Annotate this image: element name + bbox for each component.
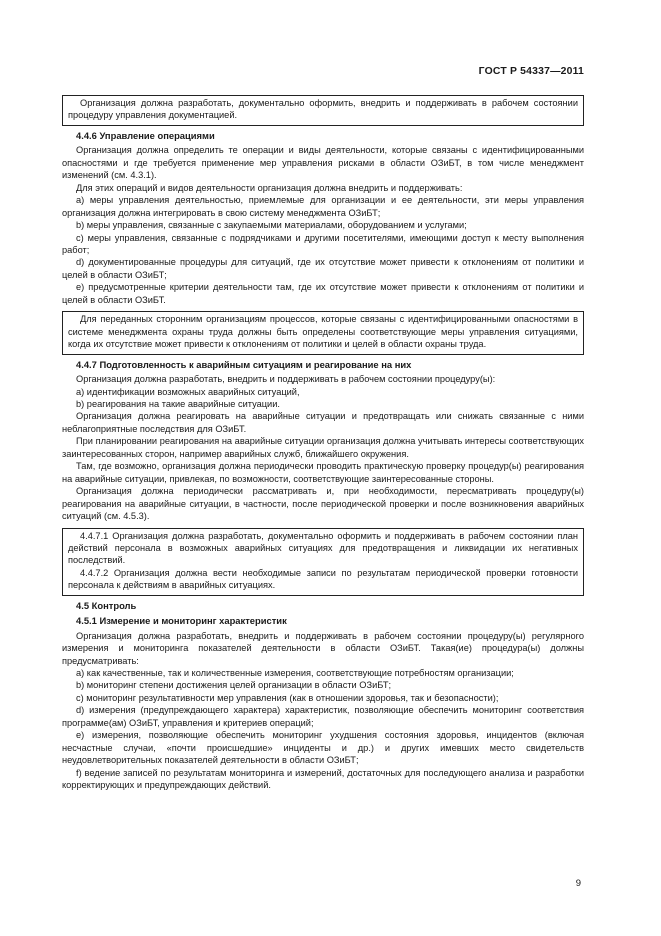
section-heading-4-4-7: 4.4.7 Подготовленность к аварийным ситуациям и реагирование на них xyxy=(76,358,412,370)
list-item: b) меры управления, связанные с закупаемыми материалами, оборудованием и услугами; xyxy=(76,220,467,231)
list-item: a) меры управления деятельностью, приемлемые для организации и ее деятельности, эти меры управления организация должна интегрировать в свою систему менеджмента ОЗиБТ; xyxy=(62,195,584,218)
paragraph: Организация должна разработать, внедрить и поддерживать в рабочем состоянии процедуру(ы) регулярного измерения и мониторинга показателей деятельности в области ОЗиБТ. Такая(ие) процедура(ы) должны предусматривать: xyxy=(62,630,584,666)
paragraph: 4.4.7.2 Организация должна вести необходимые записи по результатам периодической проверки готовности персонала к действиям в аварийных ситуациях. xyxy=(68,567,578,591)
list-item: b) мониторинг степени достижения целей организации в области ОЗиБТ; xyxy=(76,680,392,691)
requirement-box-emergency-plan xyxy=(62,528,584,596)
section-heading-4-5: 4.5 Контроль xyxy=(76,599,137,611)
paragraph: Организация должна разработать, документально оформить, внедрить и поддерживать в рабочем состоянии процедуру управления документацией. xyxy=(68,98,578,121)
list-item: e) предусмотренные критерии деятельности там, где их отсутствие может привести к отклонениям от политики и целей в области ОЗиБТ. xyxy=(62,282,584,305)
list-item: b) реагирования на такие аварийные ситуации. xyxy=(76,398,280,409)
page-number: 9 xyxy=(575,878,581,889)
paragraph: Организация должна периодически рассматривать и, при необходимости, пересматривать процедуру(ы) реагирования на аварийные ситуации, в частности, после периодической проверки и после возникновения аварийных ситуаций (см. 4.5.3). xyxy=(62,486,584,522)
section-heading-4-5-1: 4.5.1 Измерение и мониторинг характеристик xyxy=(76,615,287,627)
list-item: f) ведение записей по результатам мониторинга и измерений, достаточных для последующего анализа и разработки корректирующих и предупреждающих действий. xyxy=(62,767,584,791)
paragraph: Организация должна определить те операции и виды деятельности, которые связаны с идентифицированными опасностями и где требуется применение мер управления рисками в области ОЗиБТ, в том числе менеджмент изменений (см. 4.3.1). xyxy=(62,145,584,181)
paragraph: Там, где возможно, организация должна периодически проводить практическую проверку процедур(ы) реагирования на аварийные ситуации, привлекая, по возможности, соответствующие заинтересованные стороны. xyxy=(62,461,584,484)
paragraph: 4.4.7.1 Организация должна разработать, документально оформить и поддерживать в рабочем состоянии план действий персонала в возможных аварийных ситуациях для предотвращения и ликвидации их негативных последствий. xyxy=(68,530,578,566)
list-item: a) идентификации возможных аварийных ситуаций, xyxy=(76,386,300,397)
requirement-box-documentation xyxy=(62,95,584,126)
section-heading-4-4-6: 4.4.6 Управление операциями xyxy=(76,129,215,141)
list-item: c) меры управления, связанные с подрядчиками и другими посетителями, имеющими доступ к месту выполнения работ; xyxy=(62,232,584,255)
list-item: c) мониторинг результативности мер управления (как в отношении здоровья, так и безопасности); xyxy=(76,692,499,703)
paragraph: Для этих операций и видов деятельности организация должна внедрить и поддерживать: xyxy=(76,182,463,193)
requirement-box-outsourced-processes xyxy=(62,311,584,354)
list-item: d) измерения (предупреждающего характера) характеристик, позволяющие обеспечить мониторинг соответствия программе(ам) ОЗиБТ, управления и критериев операций; xyxy=(62,705,584,728)
standard-code: ГОСТ Р 54337—2011 xyxy=(478,66,584,77)
list-item: e) измерения, позволяющие обеспечить мониторинг ухудшения состояния здоровья, инцидентов (включая несчастные случаи, «почти происшедшие» инциденты и др.) и других имевших место свидетельств неудовлетворительных показателей деятельности в области ОЗиБТ; xyxy=(62,730,584,766)
paragraph: Для переданных сторонним организациям процессов, которые связаны с идентифицированными опасностями в системе менеджмента охраны труда должны быть определены соответствующие меры управления ситуациями, когда их отсутствие может привести к отклонениям от политики и целей в области охраны труда. xyxy=(68,314,578,350)
paragraph: При планировании реагирования на аварийные ситуации организация должна учитывать интересы соответствующих заинтересованных сторон, например аварийных служб, ближайшего окружения. xyxy=(62,436,584,459)
document-body xyxy=(62,95,584,792)
list-item: a) как качественные, так и количественные измерения, соответствующие потребностям организации; xyxy=(76,668,514,679)
list-item: d) документированные процедуры для ситуаций, где их отсутствие может привести к отклонениям от политики и целей в области ОЗиБТ; xyxy=(62,257,584,280)
paragraph: Организация должна разработать, внедрить и поддерживать в рабочем состоянии процедуру(ы): xyxy=(76,374,496,385)
paragraph: Организация должна реагировать на аварийные ситуации и предотвращать или снижать связанные с ними неблагоприятные последствия для ОЗиБТ. xyxy=(62,411,584,434)
